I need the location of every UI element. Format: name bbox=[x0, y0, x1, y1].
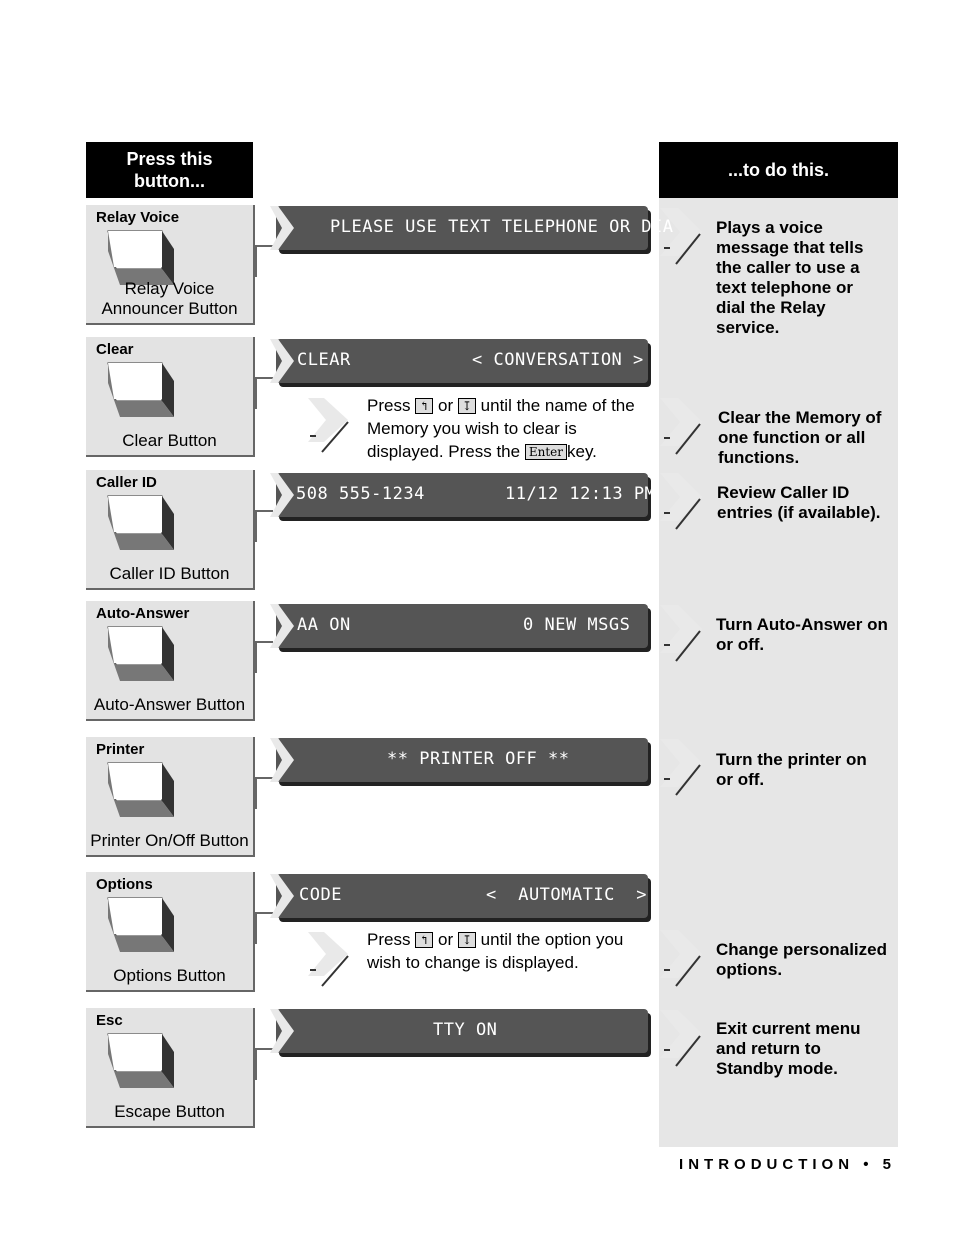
button-caption: Printer On/Off Button bbox=[90, 831, 249, 850]
key-icon bbox=[106, 625, 176, 681]
key-icon bbox=[106, 229, 176, 285]
lcd-display bbox=[276, 738, 652, 786]
button-box bbox=[86, 737, 255, 857]
footer-separator: • bbox=[863, 1156, 874, 1173]
display-text-left: TTY ON bbox=[433, 1020, 498, 1040]
note-text: Press bbox=[367, 396, 411, 415]
left-column-header bbox=[86, 142, 253, 198]
button-box bbox=[86, 601, 255, 721]
down-arrow-key-icon: ↧ bbox=[458, 932, 476, 948]
display-text-left: 508 555-1234 bbox=[296, 484, 425, 504]
button-box bbox=[86, 337, 255, 457]
lcd-display bbox=[276, 604, 652, 652]
left-header-text: Press this button... bbox=[126, 149, 213, 191]
note-text: or bbox=[438, 396, 454, 415]
action-description: Turn the printer on or off. bbox=[716, 750, 867, 789]
action-description: Review Caller ID entries (if available). bbox=[717, 483, 881, 522]
display-text-right: < CONVERSATION > bbox=[472, 350, 644, 370]
action-arrow-icon bbox=[660, 469, 704, 535]
button-label: Auto-Answer bbox=[96, 605, 190, 622]
instruction-note bbox=[367, 928, 642, 974]
button-label: Caller ID bbox=[96, 474, 157, 491]
key-icon bbox=[106, 361, 176, 417]
lcd-display bbox=[276, 874, 652, 922]
note-arrow-icon bbox=[308, 394, 352, 460]
down-arrow-key-icon: ↧ bbox=[458, 398, 476, 414]
button-label: Options bbox=[96, 876, 153, 893]
display-text-left: ** PRINTER OFF ** bbox=[387, 749, 570, 769]
note-arrow-icon bbox=[308, 928, 352, 994]
button-box bbox=[86, 205, 255, 325]
button-caption: Relay Voice Announcer Button bbox=[101, 279, 238, 318]
button-box bbox=[86, 470, 255, 590]
display-text-left: CODE bbox=[299, 885, 342, 905]
action-description: Turn Auto-Answer on or off. bbox=[716, 615, 888, 654]
lcd-display bbox=[276, 473, 656, 521]
key-icon bbox=[106, 1032, 176, 1088]
footer-section: INTRODUCTION bbox=[679, 1156, 855, 1173]
note-text: Press bbox=[367, 930, 411, 949]
button-caption: Options Button bbox=[113, 966, 226, 985]
note-text: or bbox=[438, 930, 454, 949]
note-text: until the name of the Memory you wish to clear is displayed. Press the bbox=[367, 396, 635, 461]
note-text: until the option you wish to change is displayed. bbox=[367, 930, 624, 972]
button-box bbox=[86, 1008, 255, 1128]
note-text: key. bbox=[566, 442, 597, 461]
key-icon bbox=[106, 761, 176, 817]
button-label: Clear bbox=[96, 341, 134, 358]
action-arrow-icon bbox=[660, 1006, 704, 1072]
button-caption: Auto-Answer Button bbox=[93, 695, 246, 714]
right-column-header bbox=[659, 142, 898, 198]
action-arrow-icon bbox=[660, 735, 704, 801]
key-icon bbox=[106, 896, 176, 952]
action-arrow-icon bbox=[660, 394, 704, 460]
up-arrow-key-icon: ↰ bbox=[415, 932, 433, 948]
instruction-note bbox=[367, 394, 647, 463]
display-text-left: AA ON bbox=[297, 615, 351, 635]
button-caption: Clear Button bbox=[122, 431, 217, 450]
button-label: Esc bbox=[96, 1012, 123, 1029]
button-caption: Escape Button bbox=[114, 1102, 225, 1121]
page-footer bbox=[679, 1156, 896, 1173]
action-description: Clear the Memory of one function or all functions. bbox=[718, 408, 882, 467]
button-label: Relay Voice bbox=[96, 209, 180, 226]
lcd-display bbox=[276, 206, 674, 254]
display-text-left: PLEASE USE TEXT TELEPHONE OR DIA bbox=[330, 217, 674, 237]
right-header-text: ...to do this. bbox=[728, 160, 829, 180]
display-text-right: 11/12 12:13 PM bbox=[505, 484, 656, 504]
display-text-right: 0 NEW MSGS bbox=[523, 615, 631, 635]
action-arrow-icon bbox=[660, 204, 704, 270]
lcd-display bbox=[276, 1009, 652, 1057]
footer-page-number: 5 bbox=[882, 1156, 896, 1173]
key-icon bbox=[106, 494, 176, 550]
action-arrow-icon bbox=[660, 601, 704, 667]
action-column-background bbox=[659, 198, 898, 1147]
enter-key-icon: Enter bbox=[525, 444, 567, 460]
action-description: Exit current menu and return to Standby mode. bbox=[716, 1019, 861, 1078]
button-label: Printer bbox=[96, 741, 145, 758]
lcd-display bbox=[276, 339, 652, 387]
button-box bbox=[86, 872, 255, 992]
display-text-right: < AUTOMATIC > bbox=[486, 885, 648, 905]
action-arrow-icon bbox=[660, 926, 704, 992]
button-caption: Caller ID Button bbox=[109, 564, 230, 583]
up-arrow-key-icon: ↰ bbox=[415, 398, 433, 414]
action-description: Plays a voice message that tells the caller to use a text telephone or dial the Relay service. bbox=[716, 218, 864, 337]
display-text-left: CLEAR bbox=[297, 350, 351, 370]
action-description: Change personalized options. bbox=[716, 940, 887, 979]
